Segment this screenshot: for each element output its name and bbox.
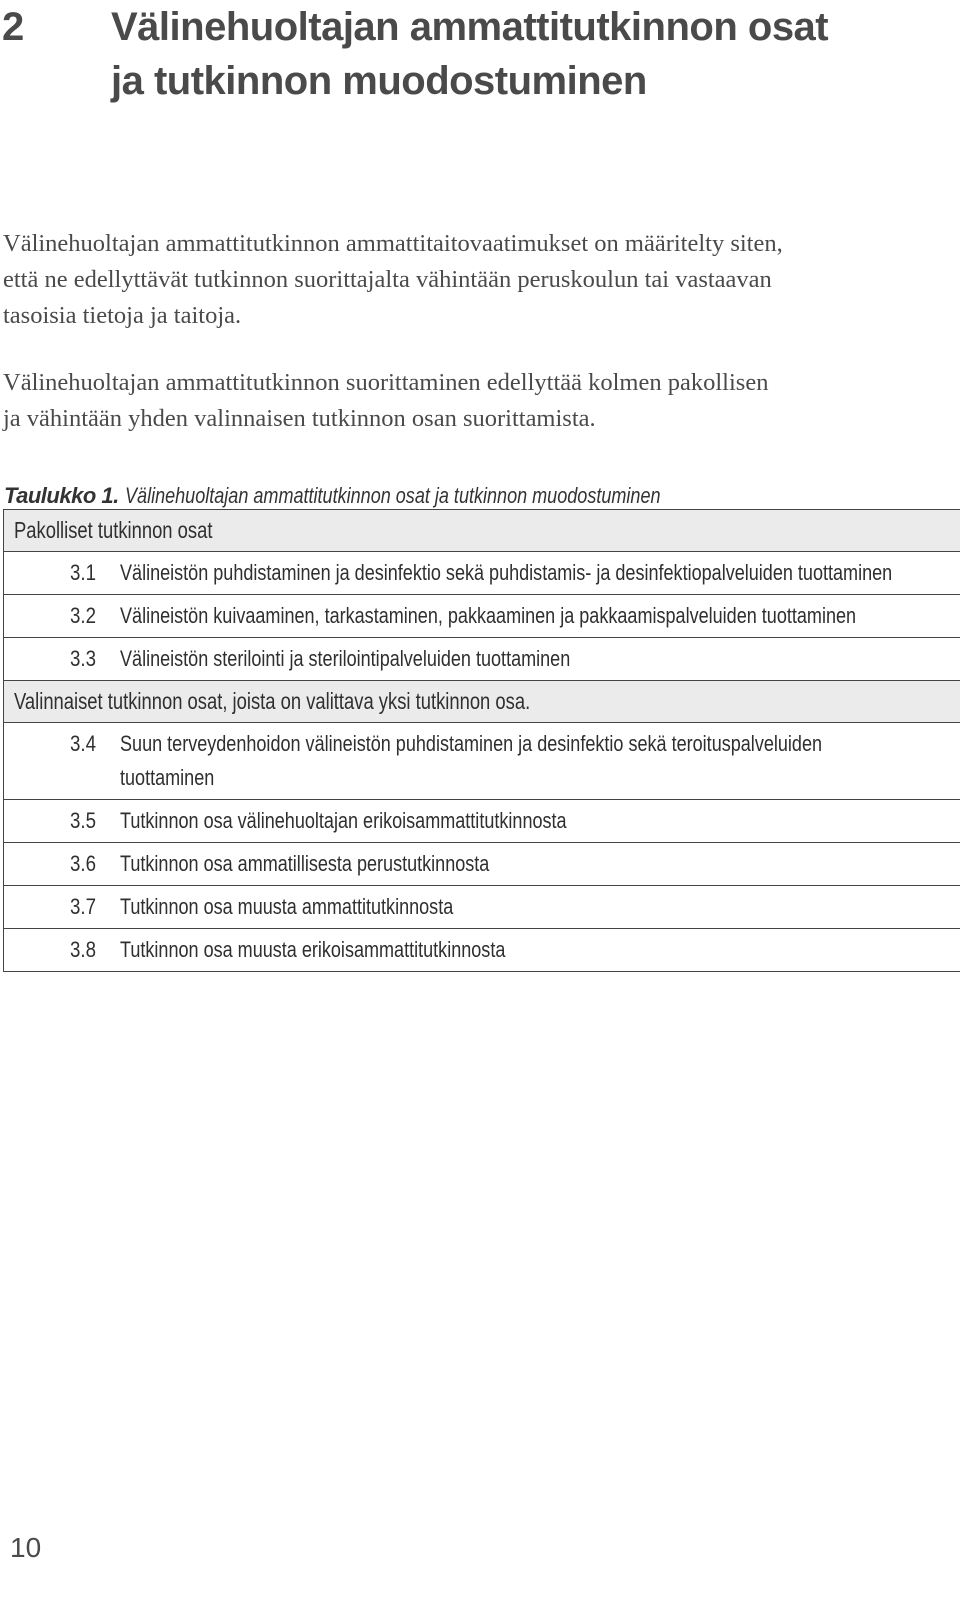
unit-name: Välineistön kuivaaminen, tarkastaminen, pakkaaminen ja pakkaamispalveluiden tuottaminen: [120, 603, 857, 628]
table-row: [4, 929, 960, 972]
paragraph-line: tasoisia tietoja ja taitoja.: [3, 302, 242, 329]
unit-code: 3.3: [70, 646, 97, 671]
table-row: [4, 552, 960, 595]
chapter-number: 2: [2, 5, 25, 49]
table-row: [4, 800, 960, 843]
unit-name: Välineistön puhdistaminen ja desinfektio sekä puhdistamis- ja desinfektiopalveluiden tuottaminen: [120, 560, 893, 585]
unit-name: Tutkinnon osa muusta ammattitutkinnosta: [120, 894, 454, 919]
table-caption: [4, 482, 778, 510]
unit-code: 3.7: [70, 894, 97, 919]
table-group-header: [4, 510, 960, 552]
unit-code: 3.8: [70, 937, 97, 962]
unit-name: Tutkinnon osa muusta erikoisammattitutkinnosta: [120, 937, 506, 962]
table-caption-label: Taulukko 1.: [4, 483, 119, 508]
unit-name: Tutkinnon osa ammatillisesta perustutkinnosta: [120, 851, 490, 876]
table-caption-text: Välinehuoltajan ammattitutkinnon osat ja tutkinnon muodostuminen: [124, 483, 661, 508]
chapter-title-line: Välinehuoltajan ammattitutkinnon osat: [111, 5, 829, 49]
unit-code: 3.4: [70, 731, 97, 756]
requirements-paragraph: [3, 365, 948, 437]
intro-paragraph: [3, 226, 948, 334]
table-row: [4, 595, 960, 638]
group-title: Pakolliset tutkinnon osat: [14, 517, 213, 543]
table-row: [4, 886, 960, 929]
chapter-title-line: ja tutkinnon muodostuminen: [111, 59, 647, 103]
unit-code: 3.1: [70, 560, 97, 585]
unit-code: 3.2: [70, 603, 97, 628]
table-row: [4, 723, 960, 800]
qualification-units-table: [3, 509, 960, 972]
unit-name: Suun terveydenhoidon välineistön puhdistaminen ja desinfektio sekä teroituspalveluiden tuottaminen: [120, 731, 823, 790]
paragraph-line: että ne edellyttävät tutkinnon suorittajalta vähintään peruskoulun tai vastaavan: [3, 266, 772, 293]
page-number: 10: [10, 1532, 42, 1563]
table-group-header: [4, 681, 960, 723]
unit-code: 3.6: [70, 851, 97, 876]
unit-name: Välineistön sterilointi ja sterilointipalveluiden tuottaminen: [120, 646, 571, 671]
paragraph-line: Välinehuoltajan ammattitutkinnon suorittaminen edellyttää kolmen pakollisen: [3, 369, 769, 396]
paragraph-line: Välinehuoltajan ammattitutkinnon ammattitaitovaatimukset on määritelty siten,: [3, 230, 783, 257]
group-title: Valinnaiset tutkinnon osat, joista on valittava yksi tutkinnon osa.: [14, 688, 531, 714]
paragraph-line: ja vähintään yhden valinnaisen tutkinnon osan suorittamista.: [3, 405, 596, 432]
unit-name: Tutkinnon osa välinehuoltajan erikoisammattitutkinnosta: [120, 808, 567, 833]
table-row: [4, 638, 960, 681]
table-row: [4, 843, 960, 886]
chapter-title: [111, 0, 931, 108]
unit-code: 3.5: [70, 808, 97, 833]
